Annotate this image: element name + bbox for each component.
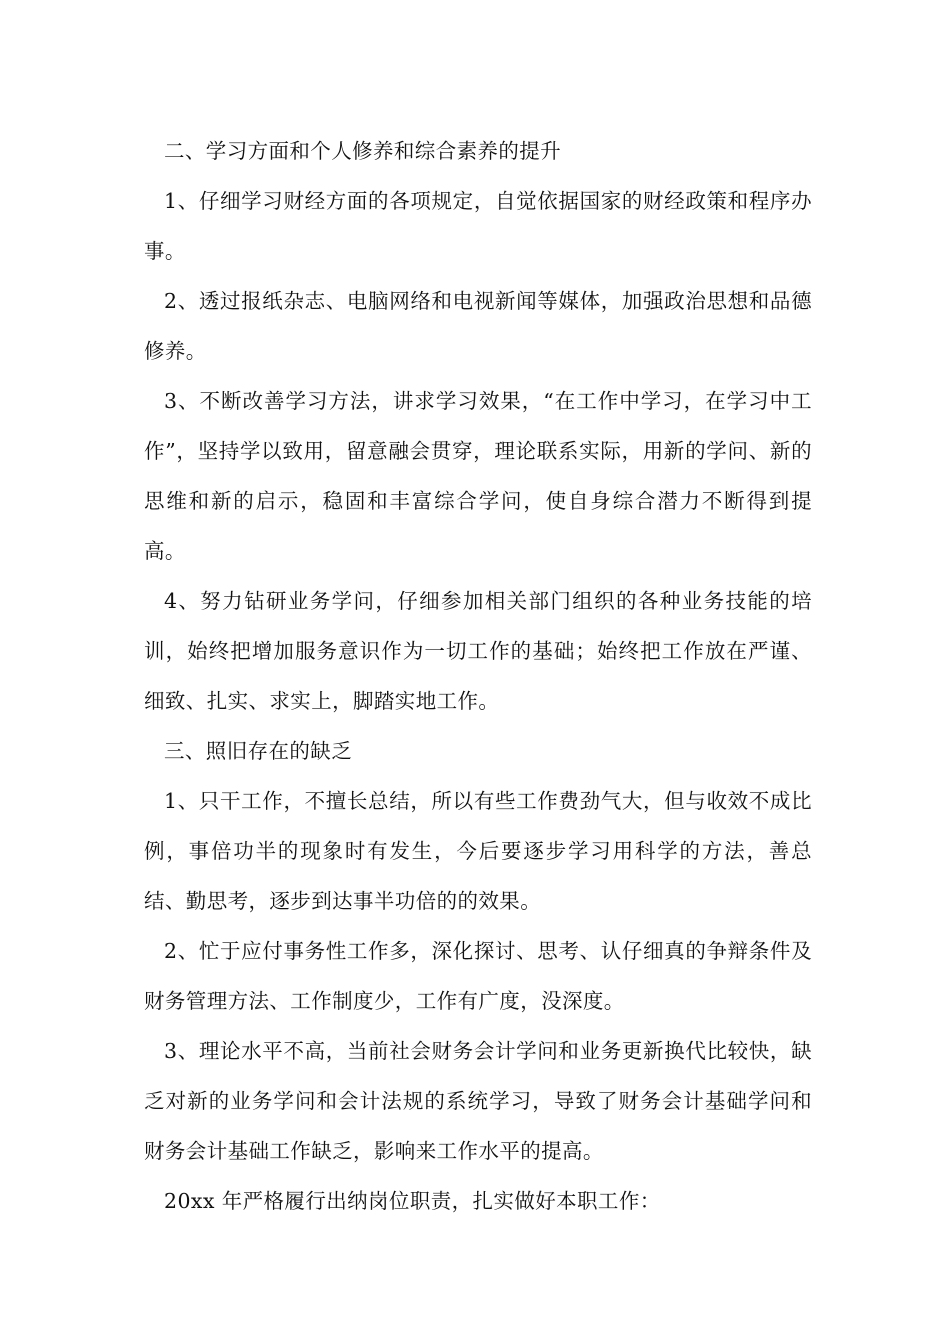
paragraph-shortcoming-2: 2、忙于应付事务性工作多，深化探讨、思考、认仔细真的争辩条件及财务管理方法、工作制度少，工作有广度，没深度。 [144, 939, 812, 1013]
paragraph-duties-intro: 20xx 年严格履行出纳岗位职责，扎实做好本职工作： [164, 1189, 661, 1213]
document-body [144, 126, 812, 1226]
paragraph-shortcoming-1: 1、只干工作，不擅长总结，所以有些工作费劲气大，但与收效不成比例，事倍功半的现象时有发生，今后要逐步学习用科学的方法，善总结、勤思考，逐步到达事半功倍的的效果。 [144, 789, 812, 913]
paragraph-study-4: 4、努力钻研业务学问，仔细参加相关部门组织的各种业务技能的培训，始终把增加服务意识作为一切工作的基础；始终把工作放在严谨、细致、扎实、求实上，脚踏实地工作。 [144, 589, 812, 713]
section-heading-study: 二、学习方面和个人修养和综合素养的提升 [164, 139, 562, 163]
section-heading-shortcomings: 三、照旧存在的缺乏 [164, 739, 353, 763]
paragraph-study-3: 3、不断改善学习方法，讲求学习效果，“在工作中学习，在学习中工作”，坚持学以致用，留意融会贯穿，理论联系实际，用新的学问、新的思维和新的启示，稳固和丰富综合学问，使自身综合潜力不断得到提高。 [144, 389, 812, 563]
paragraph-shortcoming-3: 3、理论水平不高，当前社会财务会计学问和业务更新换代比较快，缺乏对新的业务学问和会计法规的系统学习，导致了财务会计基础学问和财务会计基础工作缺乏，影响来工作水平的提高。 [144, 1039, 812, 1163]
paragraph-study-2: 2、透过报纸杂志、电脑网络和电视新闻等媒体，加强政治思想和品德修养。 [144, 289, 812, 363]
paragraph-study-1: 1、仔细学习财经方面的各项规定，自觉依据国家的财经政策和程序办事。 [144, 189, 812, 263]
